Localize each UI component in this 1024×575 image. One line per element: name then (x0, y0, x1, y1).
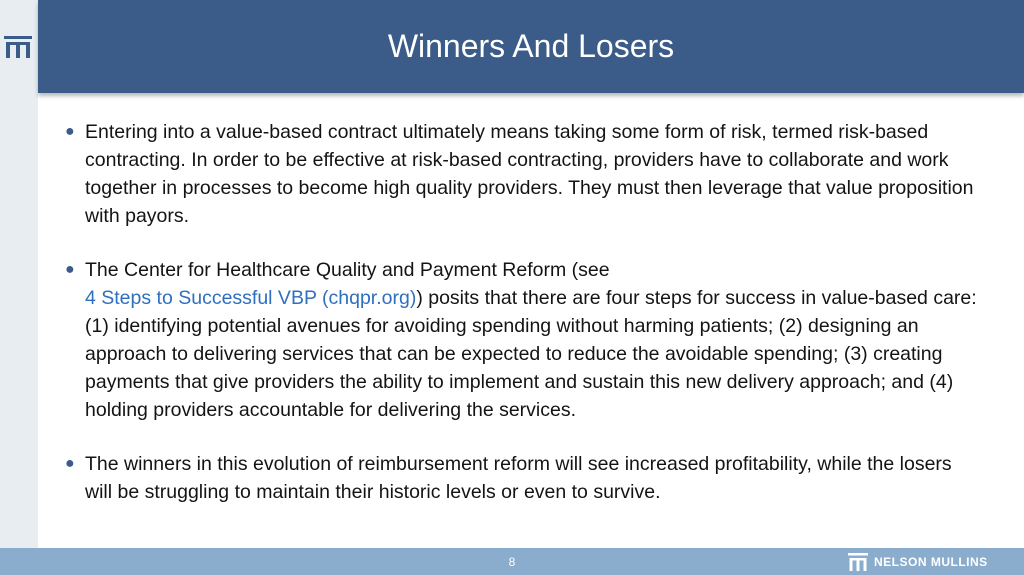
slide-title: Winners And Losers (387, 28, 675, 64)
bullet-dot-icon: ● (65, 455, 75, 472)
bullet-item-winners-losers (60, 450, 980, 506)
title-bar (38, 0, 1024, 93)
page-number: 8 (508, 555, 516, 569)
bullet-list (60, 118, 980, 532)
bullet-text: The winners in this evolution of reimbursement reform will see increased profitability, while the losers will be struggling to maintain their historic levels or even to survive. (85, 453, 952, 503)
bullet-text: Entering into a value-based contract ultimately means taking some form of risk, termed risk-based contracting. In order to be effective at risk-based contracting, providers have to collaborate and work together in processes to become high quality providers. They must then leverage that value proposition with payors. (85, 121, 974, 227)
bullet-dot-icon: ● (65, 261, 75, 278)
vbp-steps-link[interactable]: 4 Steps to Successful VBP (chqpr.org) (85, 287, 417, 309)
bullet-text-after-link: ) posits that there are four steps for success in value-based care: (1) identifying potential avenues for avoiding spending without harming patients; (2) designing an approach to delivering services that can be expected to reduce the avoidable spending; (3) creating payments that give providers the ability to implement and sustain this new delivery approach; and (4) holding providers accountable for delivering the services. (85, 287, 977, 421)
bullet-dot-icon: ● (65, 123, 75, 140)
nelson-mullins-logo-icon (848, 553, 868, 571)
left-sidebar (0, 0, 38, 548)
bullet-item-risk-based-contracting (60, 118, 980, 230)
bullet-item-four-steps (60, 256, 980, 424)
brand-name: NELSON MULLINS (874, 555, 988, 569)
bullet-text-before-link: The Center for Healthcare Quality and Payment Reform (see (85, 259, 610, 281)
nelson-mullins-logo-icon (4, 36, 32, 58)
footer-bar (0, 548, 1024, 575)
